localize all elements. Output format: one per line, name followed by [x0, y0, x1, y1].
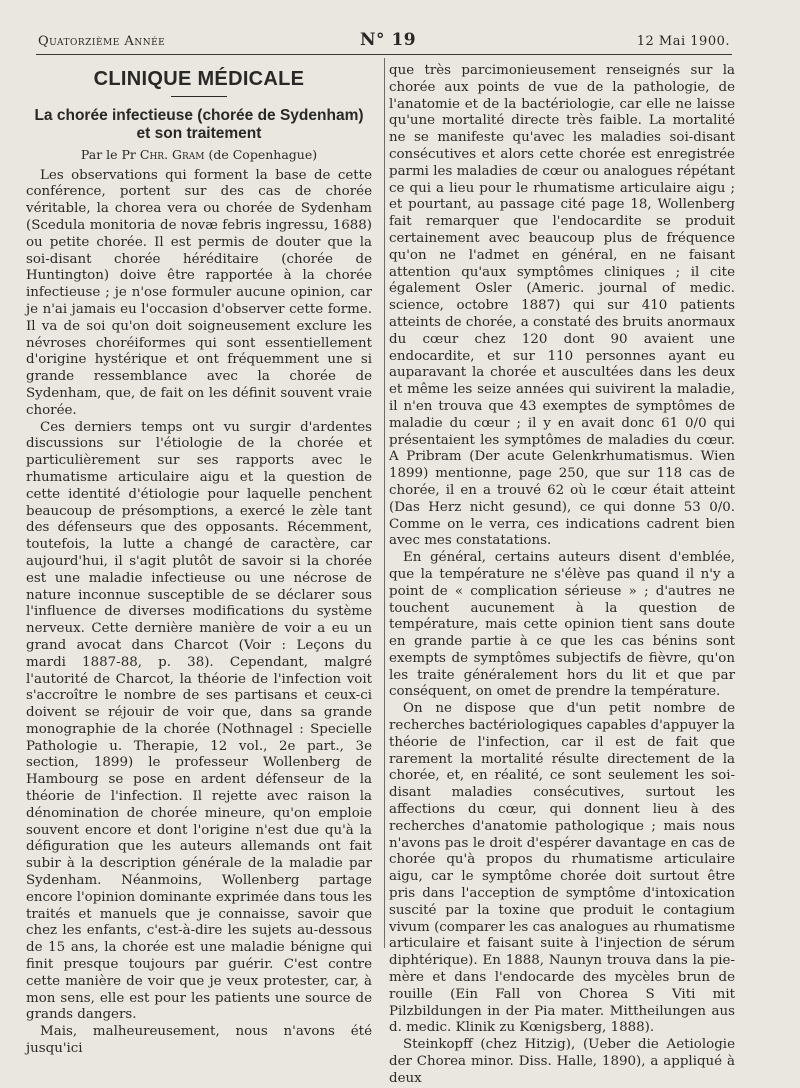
byline-suffix: (de Copenhague): [204, 146, 318, 162]
paragraph: En général, certains auteurs disent d'emblée, que la température ne s'élève pas quand il n'y a point de « complication sérieuse » ; d'autres ne touchent aucunement à la question de température, mais cette opinion tient sans doute en grande partie à ce que les cas bénins sont exempts de symptômes subjectifs de fièvre, qu'on les traite généralement hors du lit et que par conséquent, on omet de prendre la température.: [389, 550, 735, 700]
column-separator: [384, 58, 385, 948]
article-title: La chorée infectieuse (chorée de Sydenham) et son traitement: [34, 106, 364, 142]
left-column: [26, 63, 372, 1058]
paragraph: On ne dispose que d'un petit nombre de recherches bactériologiques capables d'appuyer la théorie de l'infection, car il est de fait que rarement la mortalité résulte directement de la chorée, et, en réalité, ce sont seulement les soi-disant maladies consécutives, surtout les affections du cœur, qui donnent lieu à des recherches d'anatomie pathologique ; mais nous n'avons pas le droit d'espérer davantage en cas de chorée qu'à propos du rhumatisme articulaire aigu, car le symptôme chorée doit surtout être pris dans l'acception de symptôme d'intoxication suscité par la toxine que produit le contagium vivum (comparer les cas analogues au rhumatisme articulaire et faisant suite à l'injection de sérum diphtérique). En 1888, Naunyn trouva dans la pie-mère et dans l'endocarde des mycèles brun de rouille (Ein Fall von Chorea S Viti mit Pilzbildungen in der Pia mater. Mittheilungen aus d. medic. Klinik zu Kœnigsberg, 1888).: [389, 701, 735, 1036]
byline-author: Chr. Gram: [139, 146, 205, 162]
paragraph: Steinkopff (chez Hitzig), (Ueber die Aetiologie der Chorea minor. Diss. Halle, 1890), a appliqué à deux: [389, 1037, 735, 1086]
running-header: [38, 30, 730, 52]
volume-label: Quatorzième Année: [38, 34, 166, 49]
title-rule: [171, 96, 227, 97]
section-title: CLINIQUE MÉDICALE: [93, 68, 305, 90]
paragraph: que très parcimonieusement renseignés sur la chorée aux points de vue de la pathologie, de l'anatomie et de la bactériologie, car elle ne laisse qu'une mortalité directe très faible. La mortalité ne se manifeste qu'avec les maladies soi-disant consécutives et alors cette chorée est enregistrée parmi les maladies de cœur ou analogues répétant ce qui a lieu pour le rhumatisme articulaire aigu ; et pourtant, au passage cité page 18, Wollenberg fait remarquer que l'endocardite se produit certainement avec beaucoup plus de fréquence qu'on ne l'admet en général, en ne faisant attention qu'aux symptômes cliniques ; il cite également Osler (Americ. journal of medic. science, octobre 1887) qui sur 410 patients atteints de chorée, a constaté des bruits anormaux du cœur chez 120 dont 90 avaient une endocardite, et sur 110 personnes ayant eu auparavant la chorée et auscultées dans les deux et même les seize années qui suivirent la maladie, il n'en trouva que 43 exemptes de symptômes de maladie du cœur ; il y en avait donc 61 0/0 qui présentaient les symptômes de maladies du cœur. A Pribram (Der acute Gelenkrhumatismus. Wien 1899) mentionne, page 250, que sur 118 cas de chorée, il en a trouvé 62 où le cœur était atteint (Das Herz nicht gesund), ce qui donne 53 0/0. Comme on le verra, ces indications cadrent bien avec mes constatations.: [389, 63, 735, 549]
paragraph: Les observations qui forment la base de cette conférence, portent sur des cas de chorée véritable, la chorea vera ou chorée de Sydenham (Scedula monitoria de novæ febris ingressu, 1688) ou petite chorée. Il est permis de douter que la soi-disant chorée héréditaire (chorée de Huntington) doive être rapportée à la chorée infectieuse ; je n'ose formuler aucune opinion, car je n'ai jamais eu l'occasion d'observer cette forme. Il va de soi qu'on doit soigneusement exclure les névroses choréiformes qui sont essentiellement d'origine hystérique et ont fréquemment une si grande ressemblance avec la chorée de Sydenham, que, de fait on les définit souvent vraie chorée.: [26, 167, 372, 418]
paragraph: Mais, malheureusement, nous n'avons été jusqu'ici: [26, 1024, 372, 1057]
byline-prefix: Par le Pr: [80, 146, 140, 162]
right-column: [389, 63, 735, 1088]
issue-number: N° 19: [360, 30, 417, 50]
byline: [26, 147, 372, 164]
issue-date: 12 Mai 1900.: [636, 34, 730, 49]
paragraph: Ces derniers temps ont vu surgir d'ardentes discussions sur l'étiologie de la chorée et particulièrement sur ses rapports avec le rhumatisme articulaire aigu et la question de cette identité d'étiologie pour laquelle penchent beaucoup de présomptions, a exercé le zèle tant des défenseurs que des opposants. Récemment, toutefois, la lutte a changé de caractère, car aujourd'hui, il s'agit plutôt de savoir si la chorée est une maladie infectieuse ou une nécrose de nature inconnue susceptible de se déclarer sous l'influence de diverses modifications du système nerveux. Cette dernière manière de voir a eu un grand avocat dans Charcot (Voir : Leçons du mardi 1887-88, p. 38). Cependant, malgré l'autorité de Charcot, la théorie de l'infection voit s'accroître le nombre de ses partisans et ceux-ci doivent se réjouir de voir que, dans sa grande monographie de la chorée (Nothnagel : Specielle Pathologie u. Therapie, 12 vol., 2e part., 3e section, 1899) le professeur Wollenberg de Hambourg se pose en ardent défenseur de la théorie de l'infection. Il rejette avec raison la dénomination de chorée mineure, qu'on emploie souvent encore et dont l'origine n'est due qu'à la défiguration que les auteurs allemands ont fait subir à la description générale de la maladie par Sydenham. Néanmoins, Wollenberg partage encore l'opinion dominante exprimée dans tous les traités et manuels que je connaisse, savoir que chez les enfants, c'est-à-dire les sujets au-dessous de 15 ans, la chorée est une maladie bénigne qui finit presque toujours par guérir. C'est contre cette manière de voir que je veux protester, car, à mon sens, elle est pour les patients une source de grands dangers.: [26, 419, 372, 1023]
header-rule: [36, 54, 732, 55]
